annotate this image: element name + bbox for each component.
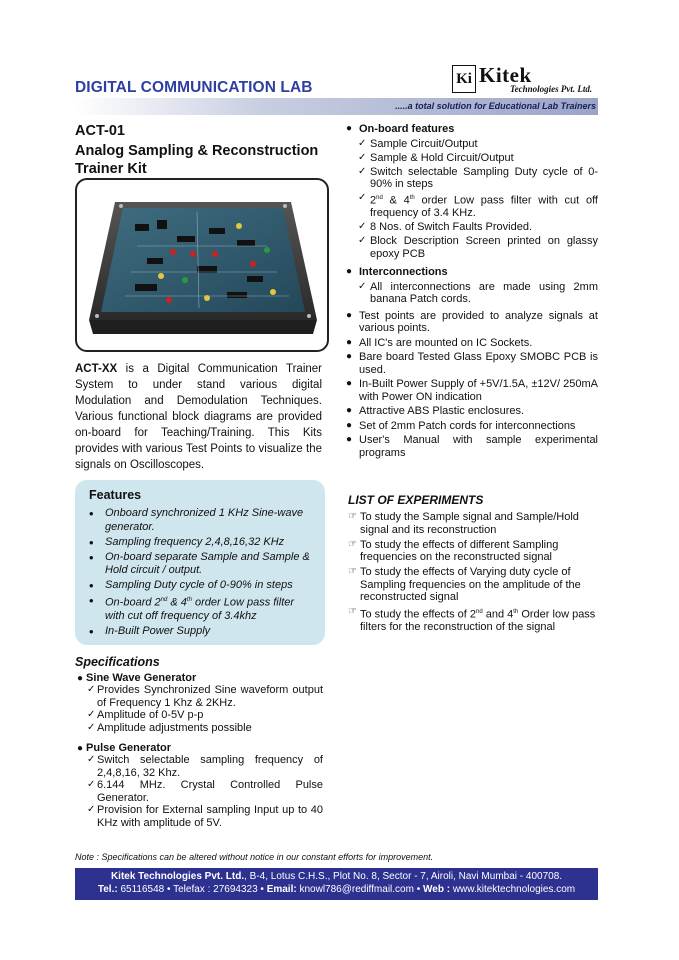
footer-email[interactable]: knowl786@rediffmail.com • [296, 884, 423, 895]
features-list [89, 507, 313, 640]
interconnections-list [358, 281, 598, 306]
experiment-part: Order low pass filters for the reconstruction of the signal [360, 608, 596, 634]
footer-email-label: Email: [266, 884, 297, 895]
spec-sine-list [87, 684, 323, 734]
features-heading: Features [89, 488, 142, 502]
experiment-sup: th [513, 609, 519, 615]
feature-lpf-part: & 4 [167, 596, 187, 609]
product-photo [75, 178, 329, 352]
spec-item: ✓ Amplitude adjustments possible [87, 722, 323, 735]
experiments-heading: LIST OF EXPERIMENTS [348, 493, 484, 507]
footer-contact-bar [75, 868, 598, 900]
spec-pulse-section [77, 742, 323, 829]
experiment-part: To study the effects of 2 [360, 608, 476, 621]
intro-lead: ACT-XX [75, 363, 118, 375]
footer-address: , B-4, Lotus C.H.S., Plot No. 8, Sector - 7, Airoli, Navi Mumbai - 400708. [244, 871, 563, 882]
logo-subtitle: Technologies Pvt. Ltd. [510, 84, 593, 94]
feature-lpf-part: On-board 2 [105, 596, 161, 609]
general-item: ● User's Manual with sample experimental programs [346, 434, 598, 459]
kitek-logo [452, 63, 598, 97]
experiment-part: and 4 [482, 608, 514, 621]
spec-item: ✓ Provision for External sampling Input up to 40 KHz with amplitude of 5V. [87, 804, 323, 829]
general-item: ● Bare board Tested Glass Epoxy SMOBC PCB is used. [346, 351, 598, 376]
general-item: ● Test points are provided to analyze signals at various points. [346, 310, 598, 335]
product-title: Analog Sampling & Reconstruction Trainer Kit [75, 143, 319, 177]
logo-name: Kitek [479, 63, 532, 87]
general-item: ● Attractive ABS Plastic enclosures. [346, 405, 598, 418]
footer-web-label: Web : [423, 884, 451, 895]
spec-pulse-title: ● Pulse Generator [77, 742, 323, 754]
spec-sine-title: ● Sine Wave Generator [77, 672, 323, 684]
onboard-list [358, 138, 598, 261]
onboard-lpf-part: 2 [370, 194, 377, 207]
footer-contact-line [75, 883, 598, 896]
feature-item [89, 594, 313, 624]
logo-mark: Ki [452, 65, 476, 93]
experiment-item: ☞ To study the Sample signal and Sample/Hold signal and its reconstruction [348, 511, 598, 536]
spec-sine-section [77, 672, 323, 734]
onboard-lpf-sup: nd [376, 195, 383, 201]
spec-pulse-list [87, 754, 323, 829]
features-box [75, 480, 325, 645]
onboard-lpf-part: order Low pass filter with cut off frequency of 3.4 KHz. [370, 194, 598, 220]
experiment-item: ☞ To study the effects of different Sampling frequencies on the reconstructed signal [348, 539, 598, 564]
feature-lpf-part: order Low pass filter with cut off frequency of 3.4khz [105, 596, 295, 623]
onboard-heading: ● On-board features [346, 123, 598, 136]
specifications-heading: Specifications [75, 655, 160, 669]
onboard-lpf-sup: th [409, 195, 415, 201]
spec-item: ✓ Provides Synchronized Sine waveform output of Frequency 1 Khz & 2KHz. [87, 684, 323, 709]
experiment-item: ☞ To study the effects of Varying duty cycle of Sampling frequencies on the amplitude of the reconstructed signal [348, 566, 598, 604]
onboard-item: ✓ Sample Circuit/Output [358, 138, 598, 151]
feature-item: • Sampling Duty cycle of 0-90% in steps [89, 579, 313, 593]
tagline: .....a total solution for Educational Lab Trainers [395, 101, 596, 111]
feature-item: • In-Built Power Supply [89, 625, 313, 639]
intro-text: is a Digital Communication Trainer System to under stand various digital Modulation and Demodulation Techniques. Various functional block diagrams are provided on-board for Teaching/Training. This Kits provides with various Test Points to visualize the signals on Oscilloscopes. [75, 363, 322, 471]
footer-web[interactable]: www.kitektechnologies.com [450, 884, 576, 895]
onboard-item: ✓ 8 Nos. of Switch Faults Provided. [358, 221, 598, 234]
footer-address-line [75, 870, 598, 883]
spec-item: ✓ Amplitude of 0-5V p-p [87, 709, 323, 722]
product-code: ACT-01 [75, 123, 125, 139]
feature-item: • Onboard synchronized 1 KHz Sine-wave generator. [89, 507, 313, 534]
feature-item: • Sampling frequency 2,4,8,16,32 KHz [89, 536, 313, 550]
footer-company: Kitek Technologies Pvt. Ltd. [110, 871, 245, 882]
footer-fax: • Telefax : 27694323 • [167, 884, 267, 895]
general-item: ● Set of 2mm Patch cords for interconnections [346, 420, 598, 433]
onboard-lpf-part: & 4 [382, 194, 410, 207]
experiments-list [348, 511, 598, 636]
onboard-item [358, 192, 598, 220]
feature-lpf-sup: nd [160, 597, 168, 603]
interconnection-item: ✓ All interconnections are made using 2mm banana Patch cords. [358, 281, 598, 306]
general-item: ● In-Built Power Supply of +5V/1.5A, ±12V/ 250mA with Power ON indication [346, 378, 598, 403]
spec-item: ✓ 6.144 MHz. Crystal Controlled Pulse Generator. [87, 779, 323, 804]
experiment-sup: nd [475, 609, 483, 615]
intro-paragraph [75, 361, 322, 473]
feature-item: • On-board separate Sample and Sample & Hold circuit / output. [89, 551, 313, 578]
trainer-kit-illustration [77, 180, 327, 350]
right-column [346, 123, 598, 461]
experiment-item [348, 606, 598, 634]
header-title: DIGITAL COMMUNICATION LAB [75, 79, 313, 96]
onboard-item: ✓ Switch selectable Sampling Duty cycle of 0-90% in steps [358, 166, 598, 191]
general-item: ● All IC's are mounted on IC Sockets. [346, 337, 598, 350]
disclaimer-note: Note : Specifications can be altered without notice in our constant efforts for improvement. [75, 852, 434, 862]
onboard-item: ✓ Sample & Hold Circuit/Output [358, 152, 598, 165]
feature-lpf-sup: th [186, 597, 192, 603]
footer-tel-label: Tel.: [97, 884, 118, 895]
footer-tel: 65116548 [117, 884, 168, 895]
onboard-item: ✓ Block Description Screen printed on glassy epoxy PCB [358, 235, 598, 260]
interconnections-heading: ● Interconnections [346, 266, 598, 279]
spec-item: ✓ Switch selectable sampling frequency of 2,4,8,16, 32 Khz. [87, 754, 323, 779]
